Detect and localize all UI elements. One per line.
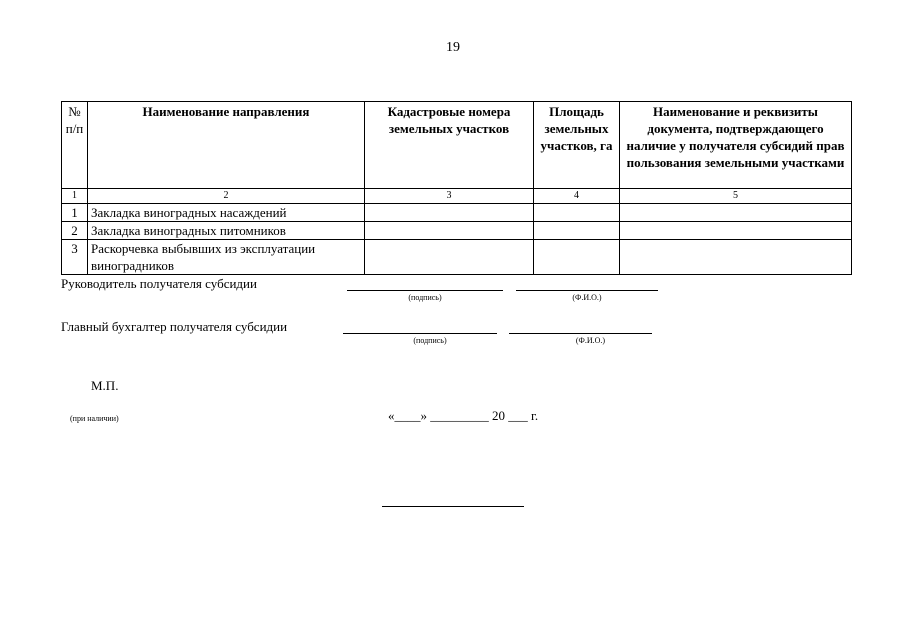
column-number-row — [62, 189, 852, 204]
accountant-name-hint: (Ф.И.О.) — [575, 336, 606, 345]
head-signature-line — [347, 290, 503, 291]
accountant-signature-label: Главный бухгалтер получателя субсидии — [61, 319, 288, 334]
row-name: Закладка виноградных насаждений — [88, 204, 365, 222]
column-number: 4 — [534, 189, 620, 204]
header-number: № п/п — [62, 102, 88, 189]
empty-cell — [365, 222, 534, 240]
empty-cell — [534, 204, 620, 222]
empty-cell — [620, 240, 852, 275]
head-name-hint: (Ф.И.О.) — [572, 293, 602, 302]
empty-cell — [365, 240, 534, 275]
page-number: 19 — [446, 40, 460, 55]
head-signature-label: Руководитель получателя субсидии — [61, 276, 257, 291]
accountant-signature-hint: (подпись) — [413, 336, 447, 345]
empty-cell — [534, 240, 620, 275]
date-line: «____» _________ 20 ___ г. — [388, 408, 539, 423]
header-area: Площадь земельных участков, га — [534, 102, 620, 189]
row-number: 3 — [62, 240, 88, 275]
column-number: 1 — [62, 189, 88, 204]
column-number: 2 — [88, 189, 365, 204]
header-cadastral: Кадастровые номера земельных участков — [365, 102, 534, 189]
row-number: 2 — [62, 222, 88, 240]
empty-cell — [365, 204, 534, 222]
header-direction: Наименование направления — [88, 102, 365, 189]
subsidy-table — [61, 101, 852, 275]
table-row — [62, 204, 852, 222]
accountant-signature-line — [343, 333, 497, 334]
column-number: 5 — [620, 189, 852, 204]
empty-cell — [620, 222, 852, 240]
stamp-label: М.П. — [91, 378, 119, 393]
row-name: Раскорчевка выбывших из эксплуатации виноградников — [88, 240, 365, 275]
head-signature-hint: (подпись) — [408, 293, 442, 302]
header-document: Наименование и реквизиты документа, подтверждающего наличие у получателя субсидий прав пользования земельными участками — [620, 102, 852, 189]
empty-cell — [620, 204, 852, 222]
head-name-line — [516, 290, 658, 291]
column-number: 3 — [365, 189, 534, 204]
row-number: 1 — [62, 204, 88, 222]
stamp-note: (при наличии) — [70, 414, 119, 423]
accountant-name-line — [509, 333, 652, 334]
table-header-row — [62, 102, 852, 189]
table-row — [62, 222, 852, 240]
empty-cell — [534, 222, 620, 240]
bottom-line — [382, 506, 524, 507]
table-row — [62, 240, 852, 275]
row-name: Закладка виноградных питомников — [88, 222, 365, 240]
